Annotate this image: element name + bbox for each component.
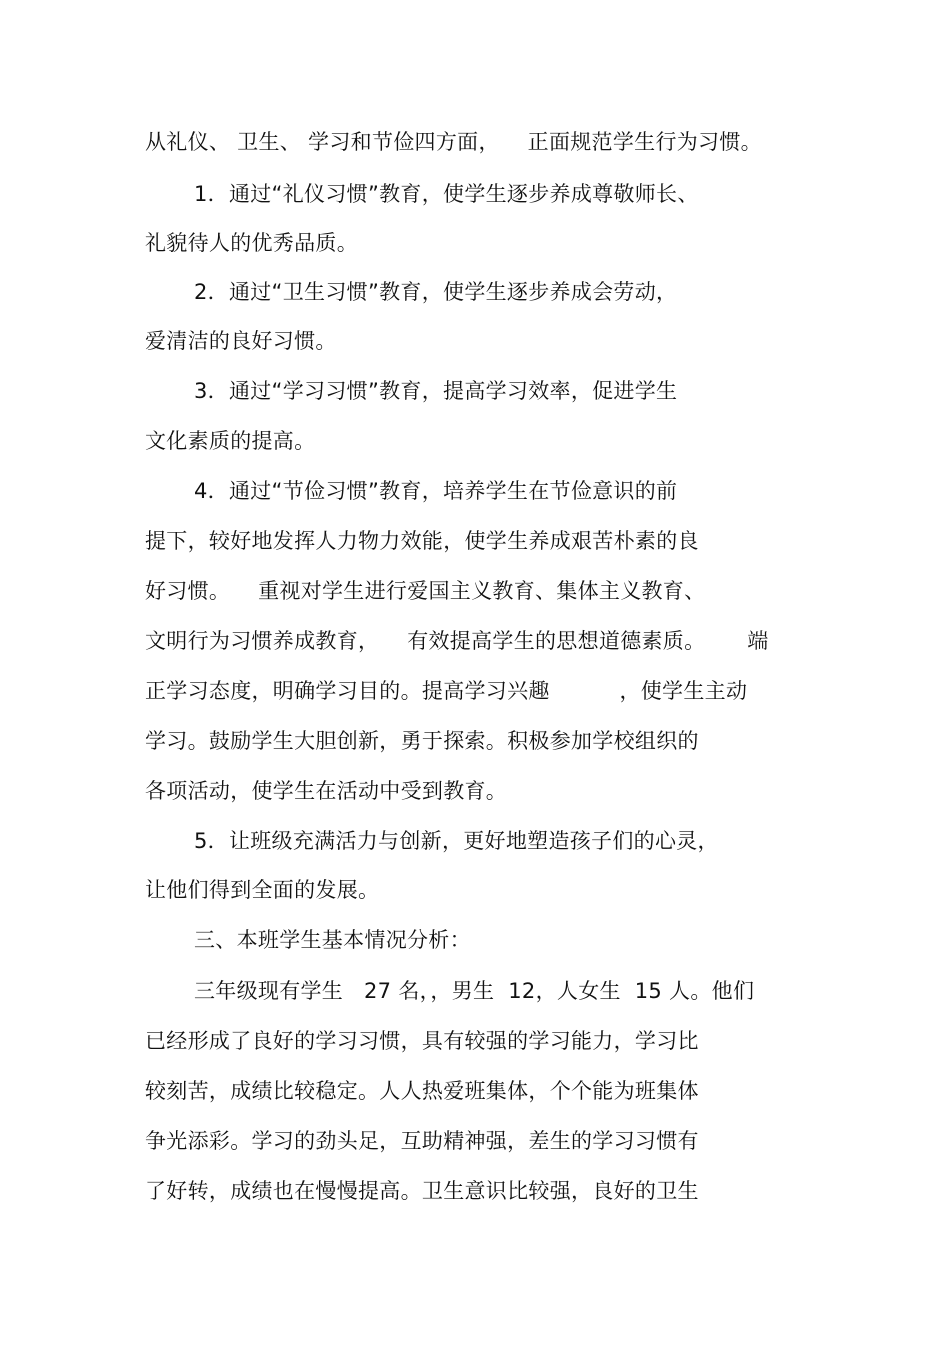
- text-line: 5．让班级充满活力与创新，更好地塑造孩子们的心灵，: [194, 829, 719, 853]
- text-line: 提下，较好地发挥人力物力效能，使学生养成艰苦朴素的良: [145, 529, 699, 553]
- text-line: 爱清洁的良好习惯。: [145, 329, 337, 353]
- text-line: 文化素质的提高。: [145, 429, 316, 453]
- text-line: 好习惯。 重视对学生进行爱国主义教育、集体主义教育、: [145, 579, 706, 603]
- text-line: 已经形成了良好的学习习惯，具有较强的学习能力，学习比: [145, 1029, 699, 1053]
- text-line: 2．通过“卫生习惯”教育，使学生逐步养成会劳动，: [194, 280, 678, 304]
- text-line: 三年级现有学生 27 名，，男生 12，人女生 15 人。他们: [194, 979, 755, 1003]
- text-line: 礼貌待人的优秀品质。: [145, 231, 358, 255]
- text-line: 较刻苦，成绩比较稳定。人人热爱班集体，个个能为班集体: [145, 1079, 699, 1103]
- text-line: 各项活动，使学生在活动中受到教育。: [145, 779, 508, 803]
- text-line: 3．通过“学习习惯”教育，提高学习效率，促进学生: [194, 379, 678, 403]
- text-line: 正学习态度，明确学习目的。提高学习兴趣 ，使学生主动: [145, 679, 748, 703]
- section-heading: 三、本班学生基本情况分析：: [194, 928, 471, 952]
- text-line: 从礼仪、 卫生、 学习和节俭四方面， 正面规范学生行为习惯。: [145, 130, 762, 154]
- text-line: 文明行为习惯养成教育， 有效提高学生的思想道德素质。 端: [145, 629, 769, 653]
- text-line: 4．通过“节俭习惯”教育，培养学生在节俭意识的前: [194, 479, 678, 503]
- text-line: 让他们得到全面的发展。: [145, 878, 380, 902]
- text-line: 1．通过“礼仪习惯”教育，使学生逐步养成尊敬师长、: [194, 182, 699, 206]
- text-line: 争光添彩。学习的劲头足，互助精神强，差生的学习习惯有: [145, 1129, 699, 1153]
- text-line: 了好转，成绩也在慢慢提高。卫生意识比较强，良好的卫生: [145, 1179, 699, 1203]
- text-line: 学习。鼓励学生大胆创新，勇于探索。积极参加学校组织的: [145, 729, 699, 753]
